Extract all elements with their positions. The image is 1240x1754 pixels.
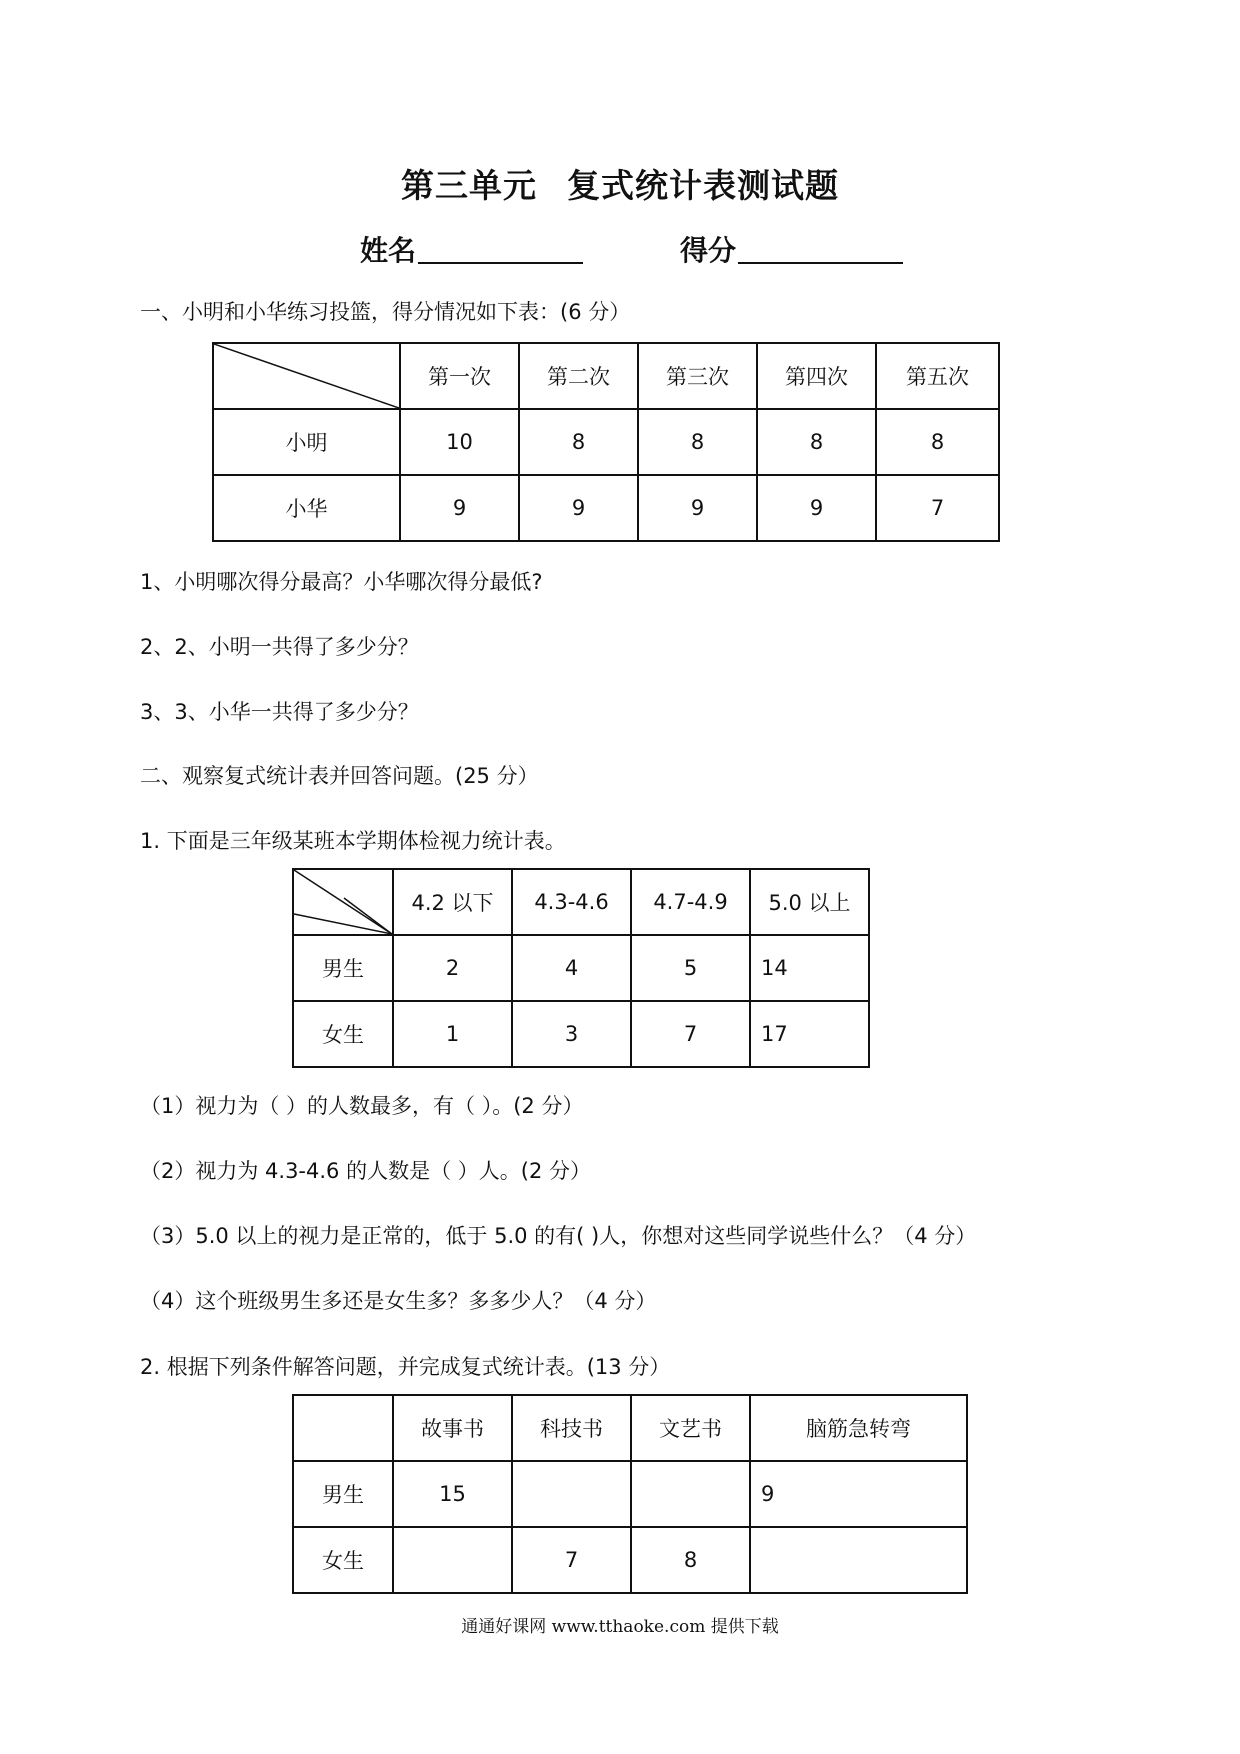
table-cell-blank[interactable] <box>512 1461 631 1527</box>
table-cell-blank[interactable] <box>631 1461 750 1527</box>
table-cell: 7 <box>631 1001 750 1067</box>
name-blank[interactable] <box>418 228 583 264</box>
row-label: 小华 <box>213 475 400 541</box>
table-cell: 9 <box>519 475 638 541</box>
header-cell: 故事书 <box>393 1395 512 1461</box>
table-cell-blank[interactable] <box>393 1527 512 1593</box>
row-label: 男生 <box>293 1461 393 1527</box>
book-stats-table <box>292 1394 968 1594</box>
header-cell: 第三次 <box>638 343 757 409</box>
page-footer: 通通好课网 www.tthaoke.com 提供下载 <box>461 1617 779 1637</box>
name-label: 姓名 <box>360 234 417 267</box>
table-cell: 8 <box>631 1527 750 1593</box>
diagonal-header-cell <box>213 343 400 409</box>
sub-question-4: （4）这个班级男生多还是女生多？多多少人？（4 分） <box>140 1289 657 1313</box>
score-blank[interactable] <box>738 228 903 264</box>
table-cell: 7 <box>512 1527 631 1593</box>
table-row <box>293 1461 967 1527</box>
table-cell: 9 <box>750 1461 967 1527</box>
table-cell: 8 <box>876 409 999 475</box>
table-row <box>213 475 999 541</box>
basketball-score-table <box>212 342 1000 542</box>
question-1: 1、小明哪次得分最高？小华哪次得分最低? <box>140 570 543 594</box>
header-cell: 5.0 以上 <box>750 869 869 935</box>
header-cell: 第四次 <box>757 343 876 409</box>
sub-question-3: （3）5.0 以上的视力是正常的，低于 5.0 的有( )人，你想对这些同学说些什么？（4 分） <box>140 1224 977 1248</box>
diagonal-header-cell <box>293 869 393 935</box>
header-cell: 脑筋急转弯 <box>750 1395 967 1461</box>
table-cell-blank[interactable] <box>750 1527 967 1593</box>
header-cell: 科技书 <box>512 1395 631 1461</box>
table-header-row <box>293 869 869 935</box>
header-cell: 4.2 以下 <box>393 869 512 935</box>
table-cell: 4 <box>512 935 631 1001</box>
table-cell: 2 <box>393 935 512 1001</box>
title-unit: 第三单元 <box>401 166 537 205</box>
section1-heading: 一、小明和小华练习投篮，得分情况如下表：(6 分） <box>140 300 631 324</box>
row-label: 小明 <box>213 409 400 475</box>
table-row <box>293 1001 869 1067</box>
table-row <box>213 409 999 475</box>
sub-question-1: （1）视力为（ ）的人数最多，有（ ）。(2 分） <box>140 1094 584 1118</box>
question-3: 3、3、小华一共得了多少分？ <box>140 700 419 724</box>
header-cell: 第五次 <box>876 343 999 409</box>
table-row <box>293 1527 967 1593</box>
table-header-row <box>213 343 999 409</box>
table-row <box>293 935 869 1001</box>
question-2: 2、2、小明一共得了多少分？ <box>140 635 419 659</box>
header-cell <box>293 1395 393 1461</box>
section2-heading: 二、观察复式统计表并回答问题。(25 分） <box>140 764 539 788</box>
table-cell: 1 <box>393 1001 512 1067</box>
score-field <box>680 228 903 269</box>
table-cell: 10 <box>400 409 519 475</box>
table-cell: 7 <box>876 475 999 541</box>
vision-table-intro: 1. 下面是三年级某班本学期体检视力统计表。 <box>140 829 566 853</box>
table-cell: 9 <box>638 475 757 541</box>
book-table-intro: 2. 根据下列条件解答问题，并完成复式统计表。(13 分） <box>140 1355 671 1379</box>
header-cell: 4.3-4.6 <box>512 869 631 935</box>
table-cell: 8 <box>638 409 757 475</box>
table-cell: 14 <box>750 935 869 1001</box>
score-label: 得分 <box>680 234 737 267</box>
page-title <box>0 160 1240 207</box>
vision-stats-table <box>292 868 870 1068</box>
table-cell: 15 <box>393 1461 512 1527</box>
row-label: 女生 <box>293 1001 393 1067</box>
table-cell: 3 <box>512 1001 631 1067</box>
header-cell: 第二次 <box>519 343 638 409</box>
title-subject: 复式统计表测试题 <box>567 166 839 205</box>
table-cell: 9 <box>757 475 876 541</box>
diagonal-line <box>214 344 399 408</box>
table-cell: 9 <box>400 475 519 541</box>
sub-question-2: （2）视力为 4.3-4.6 的人数是（ ）人。(2 分） <box>140 1159 591 1183</box>
row-label: 女生 <box>293 1527 393 1593</box>
header-cell: 第一次 <box>400 343 519 409</box>
table-cell: 8 <box>757 409 876 475</box>
diagonal-lines <box>294 870 392 934</box>
table-cell: 5 <box>631 935 750 1001</box>
header-cell: 4.7-4.9 <box>631 869 750 935</box>
name-field <box>360 228 583 269</box>
table-cell: 17 <box>750 1001 869 1067</box>
header-cell: 文艺书 <box>631 1395 750 1461</box>
table-header-row <box>293 1395 967 1461</box>
row-label: 男生 <box>293 935 393 1001</box>
table-cell: 8 <box>519 409 638 475</box>
